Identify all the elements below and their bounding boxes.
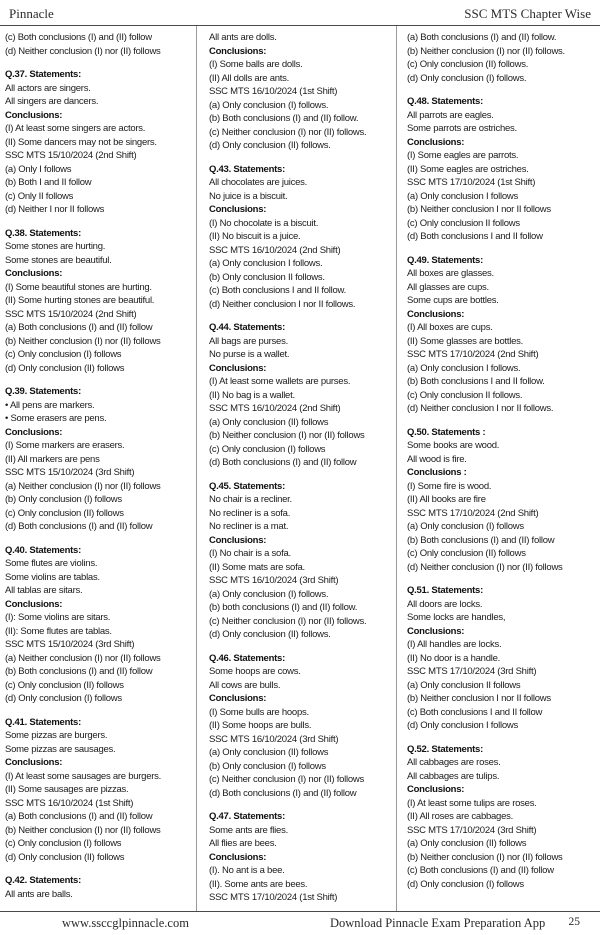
text-line: No chair is a recliner. (209, 494, 292, 505)
text-line: (a) Only conclusion (I) follows. (209, 588, 329, 600)
conclusions-heading: Conclusions : (407, 467, 467, 478)
text-line: (I) All handles are locks. (407, 639, 502, 650)
text-line: (d) Only conclusion (II) follows (5, 362, 125, 374)
text-line: (b) Both conclusions (I) and (II) follow (5, 666, 153, 677)
text-line: (a) Neither conclusion (I) nor (II) follows (5, 652, 161, 664)
text-line: (b) Both conclusions I and II follow. (407, 376, 545, 387)
text-line: (a) Only conclusion (II) follows (209, 416, 329, 428)
text-line: All boxes are glasses. (407, 268, 494, 279)
text-line: All tablas are sitars. (5, 585, 83, 596)
text-line: SSC MTS 15/10/2024 (2nd Shift) (5, 150, 137, 161)
text-line: All ants are dolls. (209, 32, 277, 43)
text-line: SSC MTS 15/10/2024 (2nd Shift) (5, 308, 137, 320)
text-line: Some stones are hurting. (5, 241, 106, 252)
text-line: (d) Only conclusion I follows (407, 720, 519, 731)
text-line: (I) Some markers are erasers. (5, 440, 125, 451)
question-heading: Q.49. Statements: (407, 254, 483, 266)
text-line: Some stones are beautiful. (5, 254, 112, 266)
question-heading: Q.45. Statements: (209, 480, 285, 492)
text-line: (b) Neither conclusion (I) nor (II) follows (5, 335, 161, 347)
text-line: (c) Only conclusion II follows. (407, 389, 523, 401)
text-line: (b) Both conclusions (I) and (II) follow (407, 534, 555, 546)
text-line: (c) Neither conclusion (I) nor (II) follows (209, 774, 365, 785)
text-line: No juice is a biscuit. (209, 190, 288, 202)
text-line: (a) Only conclusion II follows (407, 679, 521, 691)
question-heading: Q.38. Statements: (5, 227, 81, 239)
question-heading: Q.37. Statements: (5, 69, 81, 80)
text-line: SSC MTS 16/10/2024 (3rd Shift) (209, 733, 339, 745)
text-line: SSC MTS 17/10/2024 (1st Shift) (407, 177, 536, 188)
header-brand: Pinnacle (9, 6, 54, 21)
text-line: All parrots are eagles. (407, 109, 494, 121)
page-footer (0, 911, 600, 935)
text-line: (a) Only I follows (5, 163, 72, 175)
question-heading: Q.43. Statements: (209, 163, 285, 175)
text-line: All bags are purses. (209, 335, 288, 347)
text-line: (b) Neither conclusion (I) nor (II) follows (5, 824, 161, 836)
text-line: (a) Only conclusion I follows. (407, 362, 521, 374)
text-line: (c) Only conclusion (II) follows. (407, 59, 529, 70)
text-line: SSC MTS 16/10/2024 (2nd Shift) (209, 403, 341, 414)
text-line: (c) Only conclusion (II) follows (5, 507, 124, 519)
text-line: Some pizzas are burgers. (5, 730, 108, 741)
text-line: (I) Some eagles are parrots. (407, 150, 519, 161)
conclusions-heading: Conclusions: (407, 308, 465, 320)
text-line: SSC MTS 17/10/2024 (2nd Shift) (407, 507, 539, 519)
text-line: SSC MTS 16/10/2024 (1st Shift) (5, 797, 134, 809)
text-line: (d) Only conclusion (II) follows. (209, 629, 331, 640)
conclusions-heading: Conclusions: (209, 45, 267, 57)
text-line: (I) At least some sausages are burgers. (5, 770, 162, 782)
text-line: (I) Some bulls are hoops. (209, 706, 309, 718)
text-line: All actors are singers. (5, 82, 91, 94)
text-line: (d) Neither conclusion (I) nor (II) follows (5, 45, 161, 57)
text-line: (d) Only conclusion (II) follows. (209, 140, 331, 151)
question-heading: Q.42. Statements: (5, 875, 81, 886)
text-line: SSC MTS 16/10/2024 (3rd Shift) (209, 575, 339, 586)
question-heading: Q.46. Statements: (209, 652, 285, 664)
text-line: All chocolates are juices. (209, 177, 308, 188)
text-line: (II) All markers are pens (5, 453, 100, 465)
text-line: All doors are locks. (407, 598, 483, 610)
text-line: (d) Both conclusions (I) and (II) follow (5, 521, 153, 532)
text-line: • Some erasers are pens. (5, 413, 107, 424)
text-line: All ants are balls. (5, 888, 73, 900)
text-line: All cabbages are tulips. (407, 770, 500, 782)
text-line: Some cups are bottles. (407, 295, 499, 306)
text-line: Some violins are tablas. (5, 571, 100, 583)
text-line: Some flutes are violins. (5, 558, 98, 569)
text-line: (I) All boxes are cups. (407, 322, 493, 333)
text-line: No recliner is a sofa. (209, 507, 291, 519)
text-line: SSC MTS 15/10/2024 (3rd Shift) (5, 639, 135, 650)
text-line: (I) No chocolate is a biscuit. (209, 217, 319, 229)
text-line: (d) Both conclusions I and II follow (407, 231, 543, 242)
text-line: SSC MTS 17/10/2024 (3rd Shift) (407, 666, 537, 677)
column (0, 26, 197, 911)
text-line: SSC MTS 16/10/2024 (2nd Shift) (209, 244, 341, 256)
text-line: Some parrots are ostriches. (407, 123, 517, 134)
text-line: All singers are dancers. (5, 96, 99, 107)
conclusions-heading: Conclusions: (209, 851, 267, 863)
text-line: SSC MTS 16/10/2024 (1st Shift) (209, 86, 338, 97)
question-heading: Q.41. Statements: (5, 716, 81, 728)
text-line: (II) All books are fire (407, 494, 486, 505)
text-line: (b) Only conclusion II follows. (209, 271, 325, 283)
text-line: (d) Both conclusions (I) and (II) follow (209, 457, 357, 468)
text-line: SSC MTS 17/10/2024 (1st Shift) (209, 892, 338, 903)
text-line: (b) Only conclusion (I) follows (5, 494, 122, 505)
question-heading: Q.51. Statements: (407, 585, 483, 596)
text-line: Some pizzas are sausages. (5, 743, 116, 755)
text-line: (c) Both conclusions (I) and (II) follow (407, 865, 554, 876)
header-title: SSC MTS Chapter Wise (464, 6, 591, 21)
text-line: (a) Only conclusion I follows. (209, 258, 323, 269)
question-heading: Q.52. Statements: (407, 743, 483, 755)
question-heading: Q.47. Statements: (209, 811, 285, 822)
text-line: All cabbages are roses. (407, 757, 501, 768)
text-line: (I) Some fire is wood. (407, 480, 492, 492)
text-line: (d) Only conclusion (I) follows (5, 693, 122, 704)
text-line: (c) Only conclusion (II) follows (407, 548, 526, 559)
text-line: (d) Only conclusion (I) follows. (407, 72, 527, 84)
text-line: SSC MTS 17/10/2024 (2nd Shift) (407, 349, 539, 360)
text-line: (b) Neither conclusion (I) nor (II) follows (407, 851, 563, 863)
text-line: (I) At least some tulips are roses. (407, 797, 537, 809)
text-line: (c) Only conclusion (I) follows (209, 443, 326, 455)
text-line: (c) Only II follows (5, 190, 74, 202)
text-line: No recliner is a mat. (209, 521, 289, 532)
text-line: (II) Some dancers may not be singers. (5, 136, 157, 148)
conclusions-heading: Conclusions: (5, 109, 63, 121)
text-line: (c) Only conclusion (II) follows (5, 679, 124, 691)
text-line: (II) No biscuit is a juice. (209, 231, 301, 242)
text-line: (c) Only conclusion (I) follows (5, 838, 122, 849)
question-heading: Q.40. Statements: (5, 544, 81, 556)
conclusions-heading: Conclusions: (407, 625, 465, 637)
text-line: (b) Neither conclusion (I) nor (II) follows. (407, 45, 565, 57)
text-line: (II) No door is a handle. (407, 652, 501, 664)
text-line: (II) Some mats are sofa. (209, 561, 305, 573)
text-line: (b) Neither conclusion (I) nor (II) follows (209, 430, 365, 441)
text-line: SSC MTS 15/10/2024 (3rd Shift) (5, 467, 135, 478)
text-line: (a) Neither conclusion (I) nor (II) follows (5, 480, 161, 492)
text-line: (I). No ant is a bee. (209, 865, 285, 876)
text-line: (II): Some flutes are tablas. (5, 625, 112, 637)
text-line: (d) Both conclusions (I) and (II) follow (209, 787, 357, 799)
page-number: 25 (568, 916, 580, 928)
conclusions-heading: Conclusions: (5, 268, 63, 279)
question-heading: Q.44. Statements: (209, 322, 285, 333)
text-line: SSC MTS 17/10/2024 (3rd Shift) (407, 824, 537, 836)
text-line: (II) Some glasses are bottles. (407, 335, 524, 347)
text-line: (I) No chair is a sofa. (209, 548, 291, 559)
text-line: (a) Both conclusions (I) and (II) follow. (407, 32, 557, 43)
text-line: (II) All roses are cabbages. (407, 811, 513, 822)
text-line: (d) Only conclusion (I) follows (407, 878, 524, 890)
text-line: (I) At least some wallets are purses. (209, 376, 351, 387)
text-line: (b) Only conclusion (I) follows (209, 760, 326, 772)
text-line: (c) Neither conclusion (I) nor (II) follows. (209, 615, 367, 627)
text-line: Some hoops are cows. (209, 666, 301, 677)
text-line: (II) Some hurting stones are beautiful. (5, 295, 155, 306)
text-line: • All pens are markers. (5, 399, 95, 411)
footer-app-text: Download Pinnacle Exam Preparation App (330, 916, 546, 930)
text-line: (b) Neither conclusion I nor II follows (407, 693, 551, 704)
text-line: Some books are wood. (407, 440, 500, 451)
text-line: (a) Only conclusion (I) follows (407, 521, 524, 532)
conclusions-heading: Conclusions: (209, 534, 267, 546)
text-line: (d) Only conclusion (II) follows (5, 851, 125, 863)
text-line: (c) Both conclusions I and II follow (407, 706, 543, 718)
text-line: (c) Only conclusion (I) follows (5, 349, 122, 360)
conclusions-heading: Conclusions: (407, 136, 465, 148)
text-line: (I) At least some singers are actors. (5, 123, 146, 134)
content-columns (0, 26, 600, 911)
text-line: (I) Some beautiful stones are hurting. (5, 281, 152, 293)
text-line: (c) Both conclusions (I) and (II) follow (5, 32, 152, 43)
text-line: (a) Both conclusions (I) and (II) follow (5, 811, 153, 822)
text-line: Some locks are handles, (407, 612, 506, 623)
text-line: (a) Only conclusion (II) follows (407, 838, 527, 849)
text-line: (c) Only conclusion II follows (407, 217, 520, 229)
question-heading: Q.39. Statements: (5, 386, 81, 397)
footer-website: www.ssccglpinnacle.com (62, 916, 189, 930)
conclusions-heading: Conclusions: (5, 598, 63, 610)
text-line: (II). Some ants are bees. (209, 878, 308, 890)
question-heading: Q.50. Statements : (407, 426, 486, 438)
text-line: No purse is a wallet. (209, 349, 290, 360)
column (397, 26, 600, 911)
question-heading: Q.48. Statements: (407, 96, 483, 107)
text-line: (d) Neither I nor II follows (5, 204, 105, 215)
text-line: (II) All dolls are ants. (209, 72, 290, 84)
text-line: (a) Only conclusion I follows (407, 190, 519, 202)
text-line: (b) Neither conclusion I nor II follows (407, 204, 551, 215)
text-line: (I): Some violins are sitars. (5, 612, 111, 623)
text-line: (a) Only conclusion (I) follows. (209, 99, 329, 111)
conclusions-heading: Conclusions: (5, 426, 63, 438)
text-line: (b) Both conclusions (I) and (II) follow. (209, 113, 359, 124)
conclusions-heading: Conclusions: (407, 784, 465, 795)
text-line: (II) Some hoops are bulls. (209, 720, 312, 731)
text-line: (c) Both conclusions I and II follow. (209, 285, 347, 296)
text-line: All glasses are cups. (407, 281, 489, 293)
text-line: (II) No bag is a wallet. (209, 389, 295, 401)
text-line: (a) Both conclusions (I) and (II) follow (5, 322, 153, 333)
text-line: (d) Neither conclusion I nor II follows. (407, 403, 554, 414)
conclusions-heading: Conclusions: (209, 693, 267, 704)
text-line: (I) Some balls are dolls. (209, 59, 303, 70)
conclusions-heading: Conclusions: (5, 757, 63, 768)
text-line: (c) Neither conclusion (I) nor (II) follows. (209, 126, 367, 138)
text-line: All flies are bees. (209, 838, 277, 849)
text-line: (b) both conclusions (I) and (II) follow. (209, 602, 358, 613)
text-line: (II) Some sausages are pizzas. (5, 784, 129, 795)
conclusions-heading: Conclusions: (209, 204, 267, 215)
text-line: (d) Neither conclusion I nor II follows. (209, 298, 356, 310)
text-line: All wood is fire. (407, 453, 467, 465)
conclusions-heading: Conclusions: (209, 362, 267, 374)
text-line: (d) Neither conclusion (I) nor (II) follows (407, 561, 563, 573)
text-line: (a) Only conclusion (II) follows (209, 747, 329, 758)
text-line: (II) Some eagles are ostriches. (407, 163, 529, 175)
column (197, 26, 397, 911)
text-line: (b) Both I and II follow (5, 177, 92, 188)
page-header (0, 0, 600, 26)
text-line: All cows are bulls. (209, 679, 281, 691)
text-line: Some ants are flies. (209, 824, 288, 836)
